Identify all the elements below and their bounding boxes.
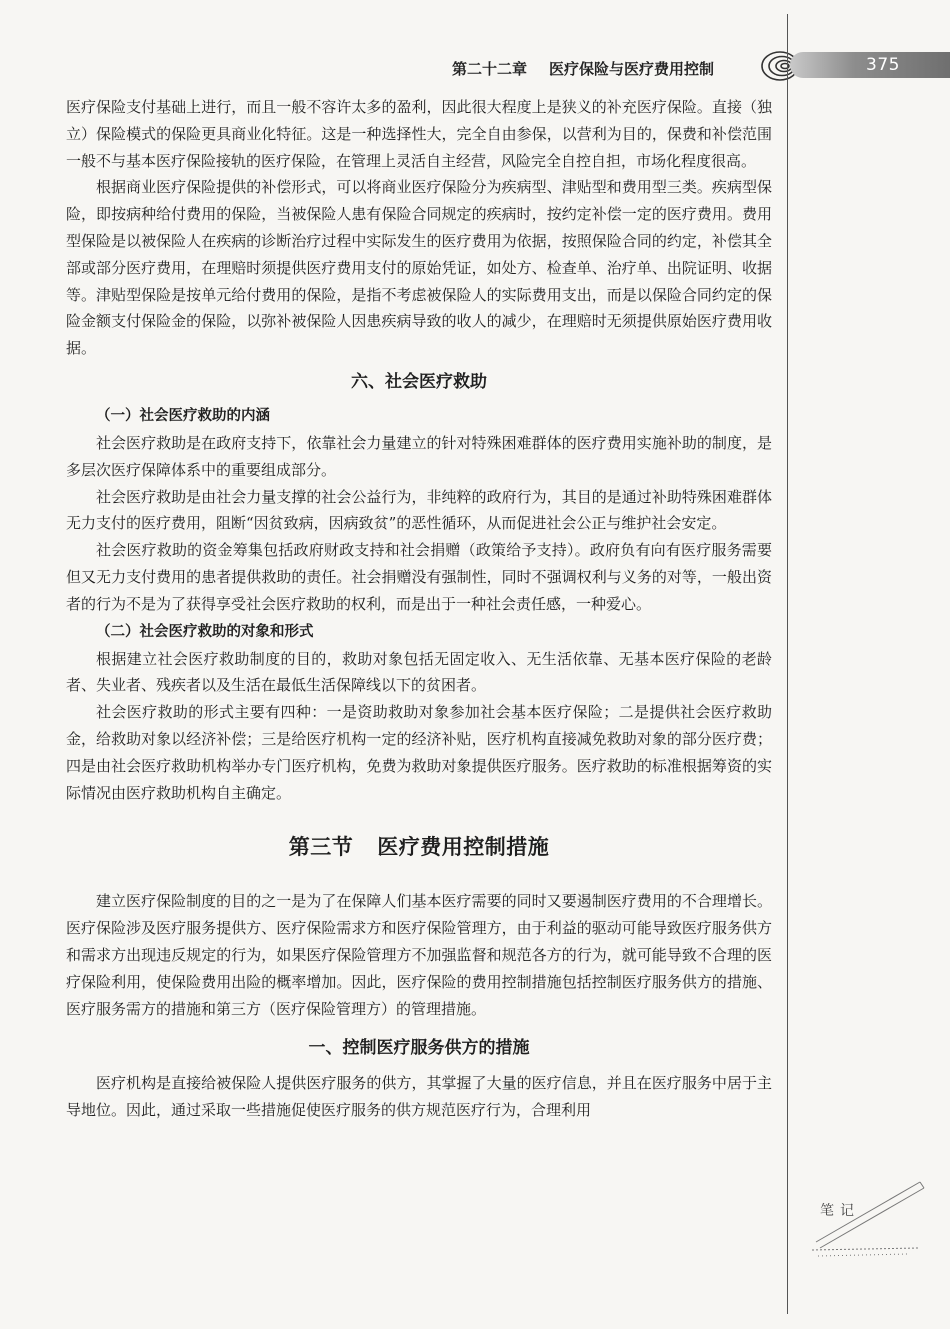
- running-head: [452, 58, 714, 79]
- page-body: [66, 94, 772, 1124]
- subheading-objects-forms: （二）社会医疗救助的对象和形式: [96, 623, 314, 640]
- chapter-number: 第二十二章: [452, 60, 528, 78]
- notes-label: 笔记: [820, 1203, 860, 1219]
- pen-icon: [808, 1170, 928, 1270]
- paragraph: 医疗机构是直接给被保险人提供医疗服务的供方，其掌握了大量的医疗信息，并且在医疗服务中居于主导地位。因此，通过采取一些措施促使医疗服务的供方规范医疗行为，合理利用: [66, 1074, 772, 1120]
- heading-social-medical-aid: 六、社会医疗救助: [351, 371, 487, 392]
- section-number: 第三节: [288, 835, 354, 860]
- section-title: 医疗费用控制措施: [377, 835, 550, 860]
- section-heading: [66, 806, 772, 888]
- page-header: [0, 44, 950, 94]
- paragraph: 社会医疗救助的资金筹集包括政府财政支持和社会捐赠（政策给予支持）。政府负有向有医疗服务需要但又无力支付费用的患者提供救助的责任。社会捐赠没有强制性，同时不强调权利与义务的对等，一般出资者的行为不是为了获得享受社会医疗救助的权利，而是出于一种社会责任感，一种爱心。: [66, 541, 772, 613]
- chapter-title: 医疗保险与医疗费用控制: [549, 60, 715, 78]
- subheading-connotation: （一）社会医疗救助的内涵: [96, 407, 270, 424]
- paragraph: 根据建立社会医疗救助制度的目的，救助对象包括无固定收入、无生活依靠、无基本医疗保险的老龄者、失业者、残疾者以及生活在最低生活保障线以下的贫困者。: [66, 649, 772, 695]
- paragraph: 社会医疗救助是在政府支持下，依靠社会力量建立的针对特殊困难群体的医疗费用实施补助的制度，是多层次医疗保障体系中的重要组成部分。: [66, 433, 772, 479]
- paragraph: 医疗保险支付基础上进行，而且一般不容许太多的盈利，因此很大程度上是狭义的补充医疗保险。直接（独立）保险模式的保险更具商业化特征。这是一种选择性大，完全自由参保，以营利为目的，保费和补偿范围一般不与基本医疗保险接轨的医疗保险，在管理上灵活自主经营，风险完全自控自担，市场化程度很高。: [66, 98, 772, 170]
- paragraph: 根据商业医疗保险提供的补偿形式，可以将商业医疗保险分为疾病型、津贴型和费用型三类。疾病型保险，即按病种给付费用的保险，当被保险人患有保险合同规定的疾病时，按约定补偿一定的医疗费用。费用型保险是以被保险人在疾病的诊断治疗过程中实际发生的医疗费用为依据，按照保险合同的约定，补偿其全部或部分医疗费用，在理赔时须提供医疗费用支付的原始凭证，如处方、检查单、治疗单、出院证明、收据等。津贴型保险是按单元给付费用的保险，是指不考虑被保险人的实际费用支出，而是以保险合同约定的保险金额支付保险金的保险，以弥补被保险人因患疾病导致的收人的减少，在理赔时无须提供原始医疗费用收据。: [66, 178, 772, 358]
- paragraph: 社会医疗救助是由社会力量支撑的社会公益行为，非纯粹的政府行为，其目的是通过补助特殊困难群体无力支付的医疗费用，阻断“因贫致病，因病致贫”的恶性循环，从而促进社会公正与维护社会安定。: [66, 487, 772, 533]
- notes-margin: [808, 1170, 928, 1270]
- paragraph: 社会医疗救助的形式主要有四种：一是资助救助对象参加社会基本医疗保险；二是提供社会医疗救助金，给救助对象以经济补偿；三是给医疗机构一定的经济补贴，医疗机构直接减免救助对象的部分医疗费；四是由社会医疗救助机构举办专门医疗机构，免费为救助对象提供医疗服务。医疗救助的标准根据筹资的实际情况由医疗救助机构自主确定。: [66, 703, 772, 802]
- heading-supply-side-measures: 一、控制医疗服务供方的措施: [308, 1038, 530, 1059]
- paragraph: 建立医疗保险制度的目的之一是为了在保障人们基本医疗需要的同时又要遏制医疗费用的不合理增长。医疗保险涉及医疗服务提供方、医疗保险需求方和医疗保险管理方，由于利益的驱动可能导致医疗服务供方和需求方出现违反规定的行为，如果医疗保险管理方不加强监督和规范各方的行为，就可能导致不合理的医疗保险利用，使保险费用出险的概率增加。因此，医疗保险的费用控制措施包括控制医疗服务供方的措施、医疗服务需方的措施和第三方（医疗保险管理方）的管理措施。: [66, 892, 772, 1018]
- margin-divider: [787, 14, 788, 1314]
- page-number: 375: [866, 55, 900, 75]
